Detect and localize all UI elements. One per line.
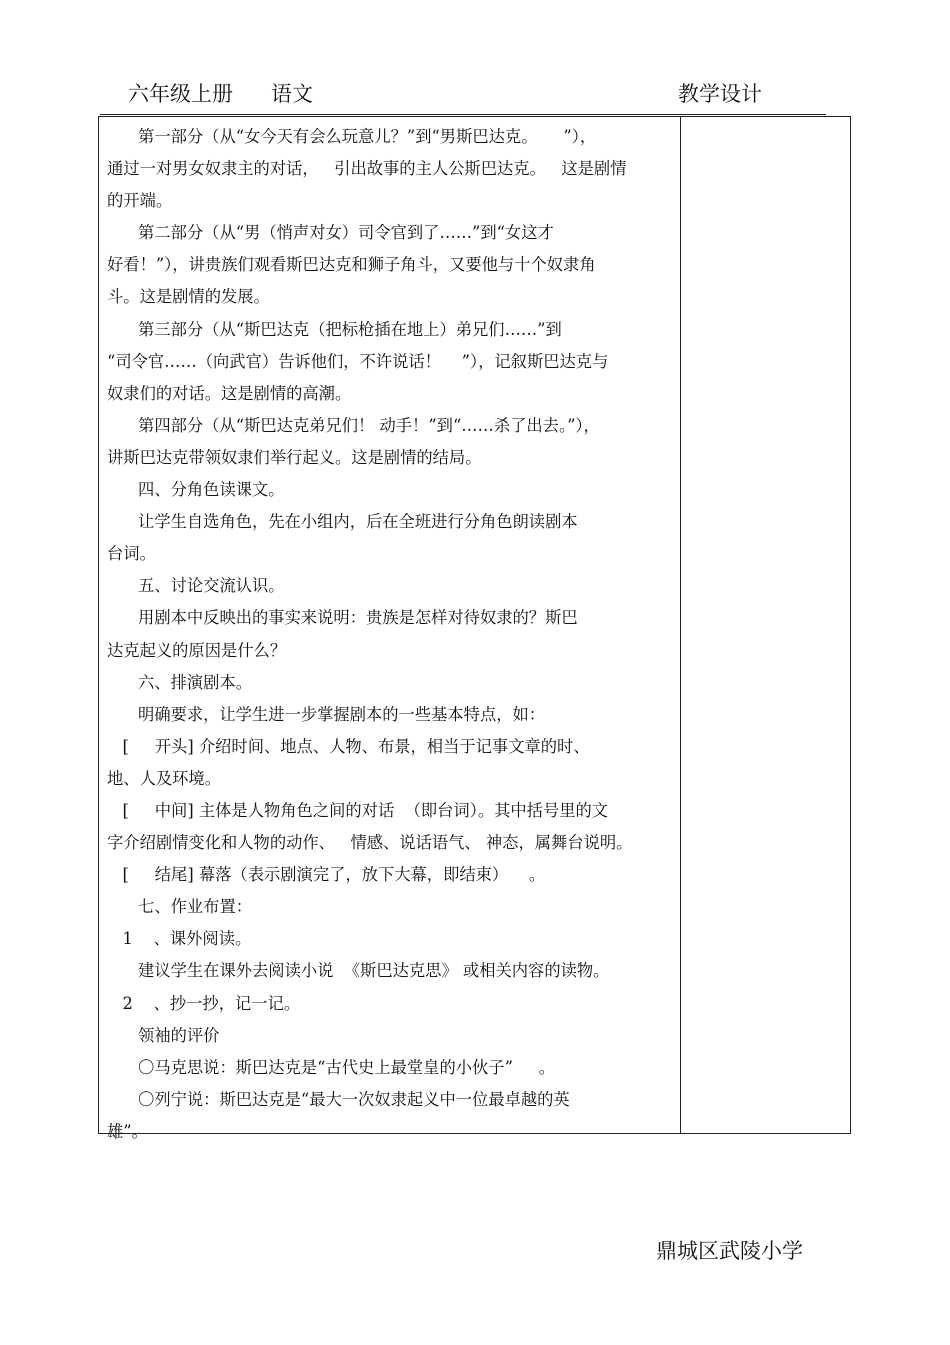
text-line: 奴隶们的对话。这是剧情的高潮。	[107, 383, 352, 403]
text-line: 1 、课外阅读。	[107, 929, 252, 949]
text-line: 四、分角色读课文。	[107, 480, 285, 500]
text-line: 雄”。	[107, 1121, 148, 1141]
text-line: 第四部分（从“斯巴达克弟兄们！ 动手！”到“……杀了出去。”），	[107, 415, 600, 435]
text-line: 通过一对男女奴隶主的对话， 引出故事的主人公斯巴达克。 这是剧情	[107, 159, 627, 179]
text-line: 〇马克思说：斯巴达克是“古代史上最堂皇的小伙子” 。	[107, 1057, 556, 1077]
text-line: 2 、抄一抄，记一记。	[107, 993, 301, 1013]
text-line: 建议学生在课外去阅读小说 《斯巴达克思》 或相关内容的读物。	[107, 961, 610, 981]
text-line: 达克起义的原因是什么？	[107, 640, 287, 660]
school-name: 鼎城区武陵小学	[656, 1239, 803, 1263]
text-line: 好看！”），讲贵族们观看斯巴达克和狮子角斗，又要他与十个奴隶角	[107, 255, 596, 275]
text-line: 六、排演剧本。	[107, 672, 253, 692]
column-divider	[680, 117, 681, 1133]
text-line: 台词。	[107, 544, 156, 564]
text-line: 〇列宁说：斯巴达克是“最大一次奴隶起义中一位最卓越的英	[107, 1089, 570, 1109]
text-line: 五、讨论交流认识。	[107, 576, 285, 596]
text-line: “司令官……（向武官）告诉他们，不许说话！ ”），记叙斯巴达克与	[107, 351, 609, 371]
text-line: 字介绍剧情变化和人物的动作、 情感、说话语气、 神态，属舞台说明。	[107, 833, 633, 853]
text-line: 让学生自选角色，先在小组内，后在全班进行分角色朗读剧本	[107, 512, 578, 532]
subject-label: 语文	[271, 82, 313, 106]
grade-label: 六年级上册	[128, 82, 233, 106]
lesson-table	[98, 116, 851, 1141]
text-line: 领袖的评价	[107, 1025, 220, 1045]
text-line: [ 结尾] 幕落（表示剧演完了，放下大幕，即结束） 。	[107, 865, 546, 885]
text-line: 地、人及环境。	[107, 768, 221, 788]
text-line: 用剧本中反映出的事实来说明：贵族是怎样对待奴隶的？斯巴	[107, 608, 578, 628]
text-line: 第三部分（从“斯巴达克（把标枪插在地上）弟兄们……”到	[107, 319, 562, 339]
text-line: 第二部分（从“男（悄声对女）司令官到了……”到“女这才	[107, 223, 554, 243]
text-line: 斗。这是剧情的发展。	[107, 287, 270, 307]
text-line: 的开端。	[107, 191, 173, 211]
text-line: 明确要求，让学生进一步掌握剧本的一些基本特点，如：	[107, 704, 546, 724]
page-header	[100, 80, 826, 115]
text-line: [ 开头] 介绍时间、地点、人物、布景，相当于记事文章的时、	[107, 736, 590, 756]
text-line: 第一部分（从“女今天有会么玩意儿？”到“男斯巴达克。 ”），	[107, 127, 597, 146]
text-line: 七、作业布置：	[107, 897, 253, 917]
text-line: [ 中间] 主体是人物角色之间的对话 （即台词）。其中括号里的文	[107, 800, 609, 820]
text-line: 讲斯巴达克带领奴隶们举行起义。这是剧情的结局。	[107, 447, 482, 467]
doc-type-label: 教学设计	[678, 82, 762, 106]
lesson-content-cell	[107, 121, 672, 1148]
